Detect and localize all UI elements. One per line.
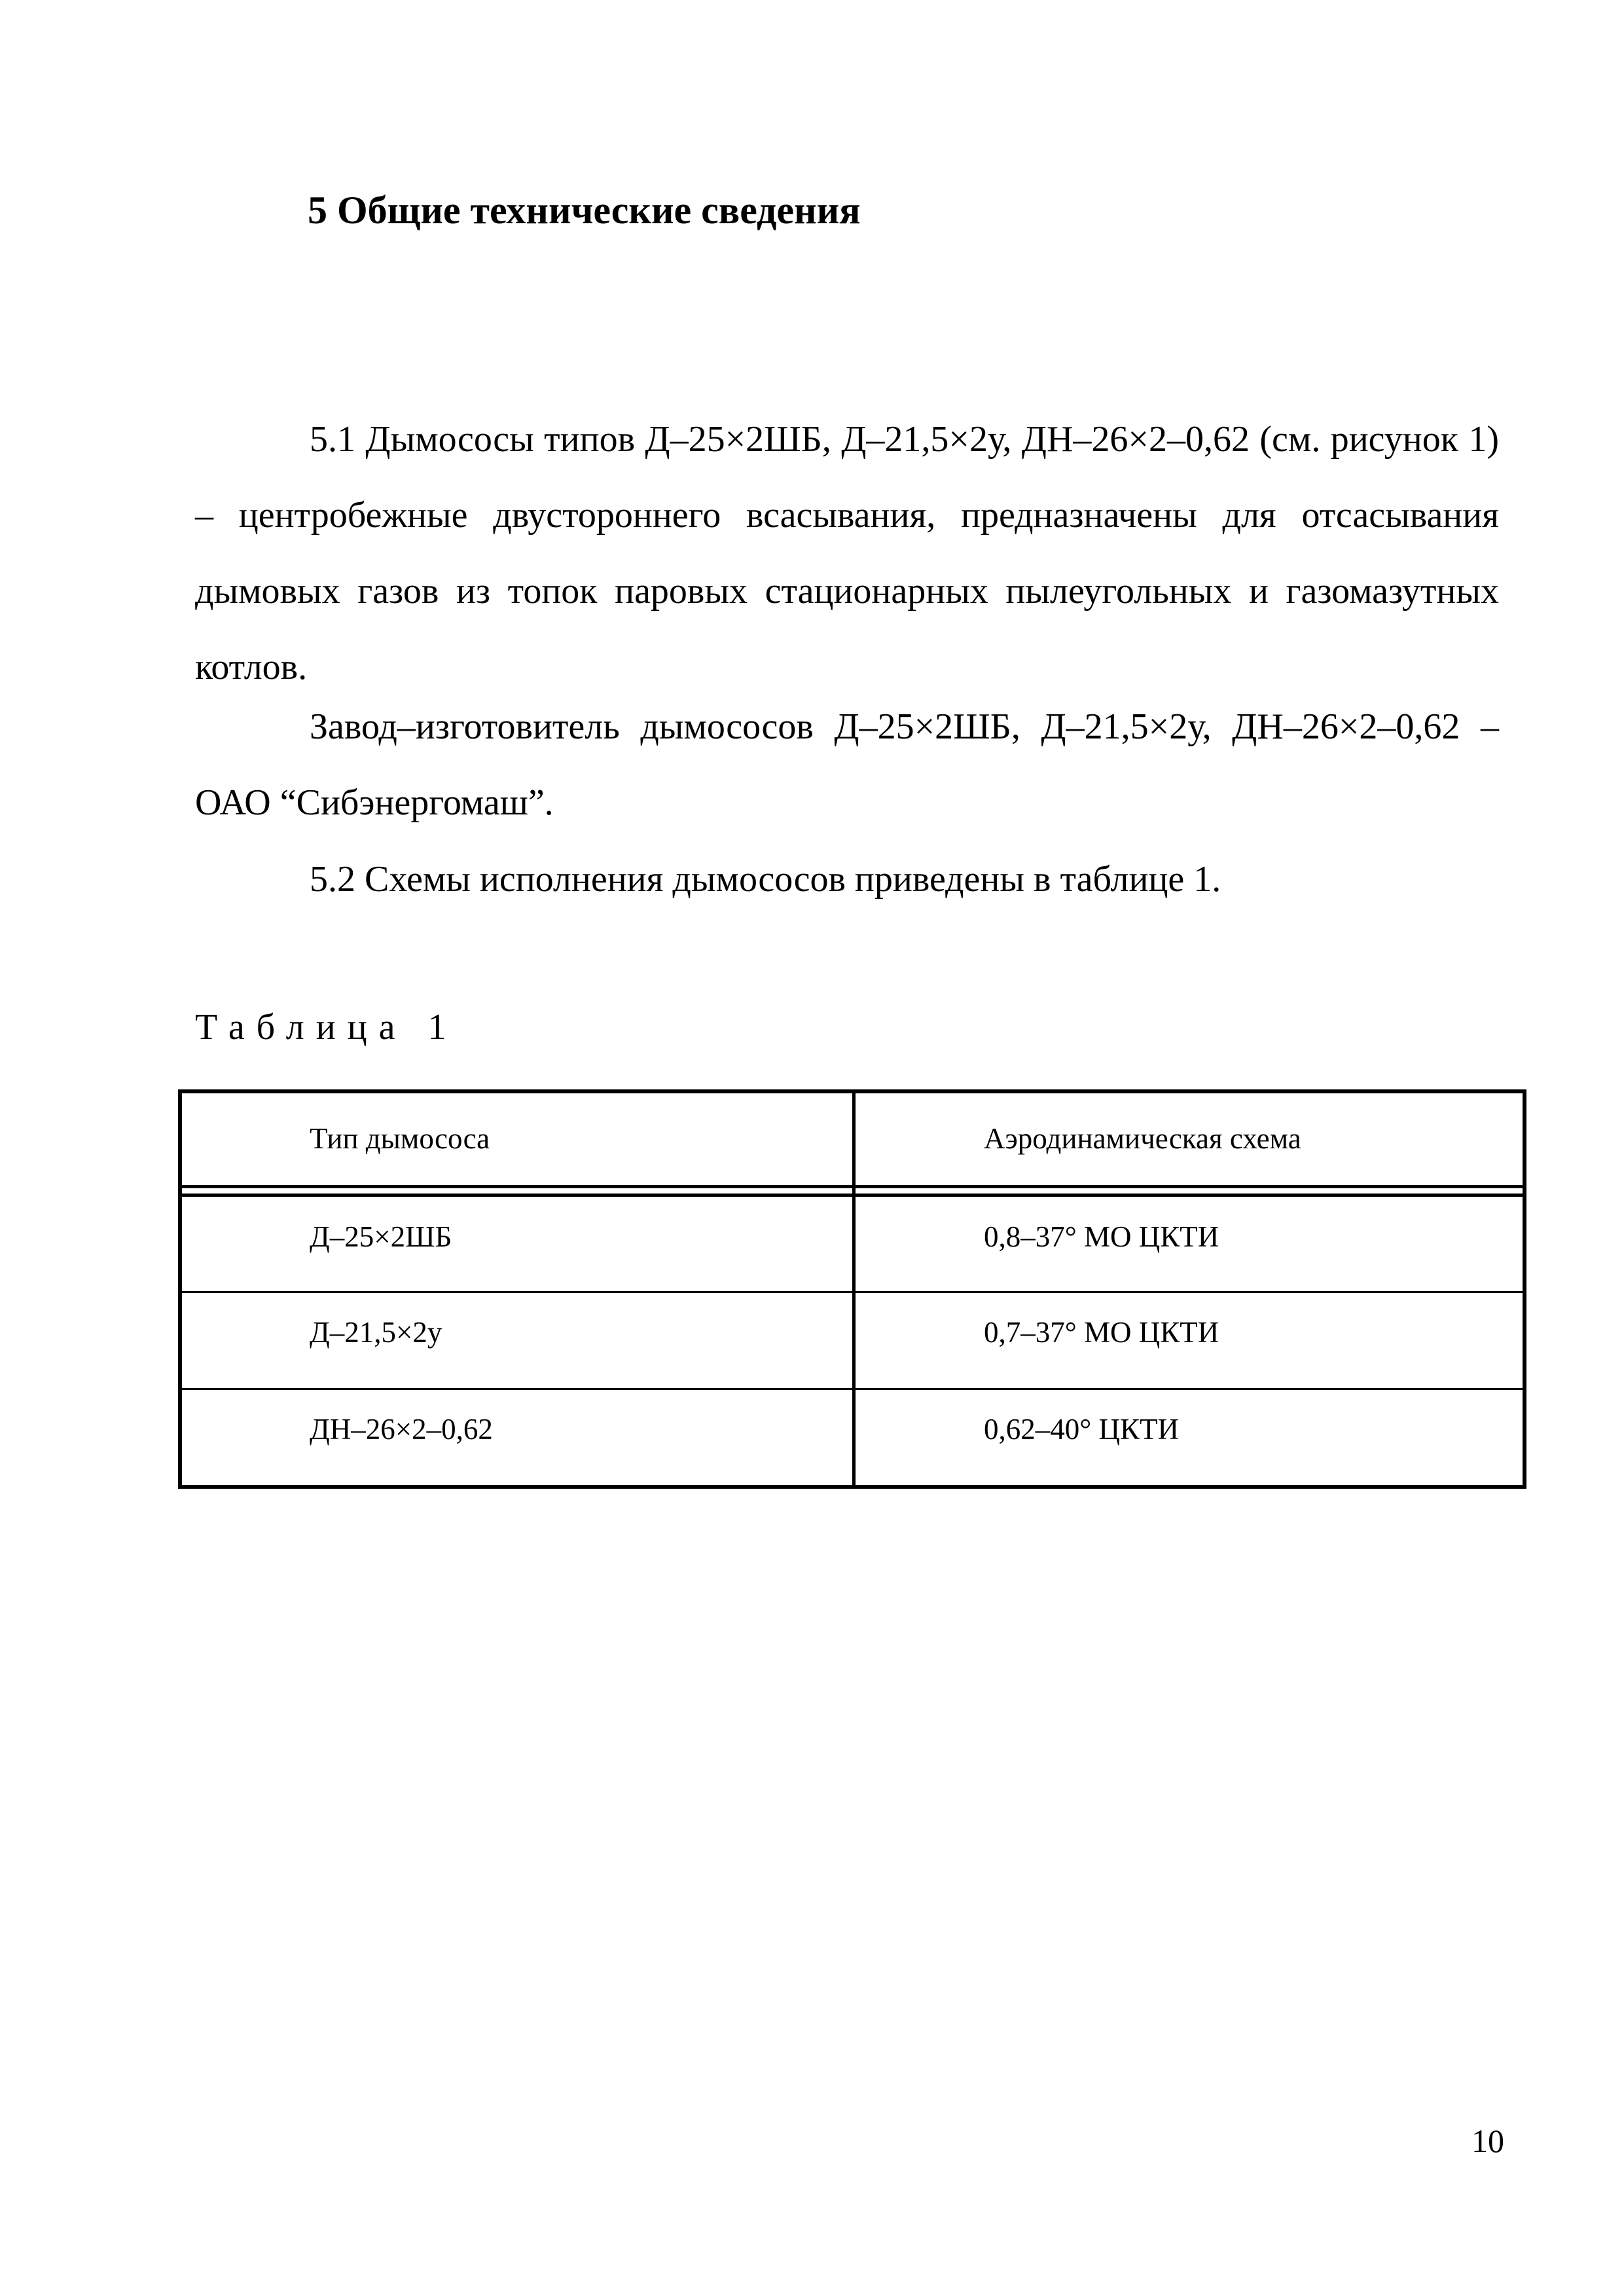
paragraph-5-2: 5.2 Схемы исполнения дымососов приведены в таблице 1. xyxy=(310,859,1221,900)
table-cell-type: Д–25×2ШБ xyxy=(310,1220,452,1253)
table-row xyxy=(182,1292,1523,1389)
table-row xyxy=(182,1197,1523,1292)
table-cell-scheme: 0,62–40° ЦКТИ xyxy=(984,1413,1179,1446)
section-heading: 5 Общие технические сведения xyxy=(308,189,861,232)
header-cell-scheme: Аэродинамическая схема xyxy=(984,1122,1301,1155)
table-cell-type: ДН–26×2–0,62 xyxy=(310,1413,493,1446)
paragraph-5-1: 5.1 Дымососы типов Д–25×2ШБ, Д–21,5×2у, ДН–26×2–0,62 (см. рисунок 1) – центробежные двустороннего всасывания, предназначены для отсасывания дымовых газов из топок паровых стационарных пылеугольных и газомазутных котлов. xyxy=(195,419,1499,687)
table-cell-scheme: 0,8–37° МО ЦКТИ xyxy=(984,1220,1219,1253)
header-double-rule xyxy=(182,1185,1523,1197)
table-header-row xyxy=(182,1093,1523,1185)
page-number: 10 xyxy=(1471,2123,1504,2159)
table-cell-type: Д–21,5×2у xyxy=(310,1316,442,1349)
table-caption: Таблица 1 xyxy=(195,1007,458,1048)
paragraph-manufacturer: Завод–изготовитель дымососов Д–25×2ШБ, Д–21,5×2у, ДН–26×2–0,62 – ОАО “Сибэнергомаш”. xyxy=(195,706,1499,823)
header-cell-type: Тип дымососа xyxy=(310,1122,490,1155)
table-row xyxy=(182,1389,1523,1485)
table-cell-scheme: 0,7–37° МО ЦКТИ xyxy=(984,1316,1219,1349)
schemes-table xyxy=(178,1089,1526,1489)
